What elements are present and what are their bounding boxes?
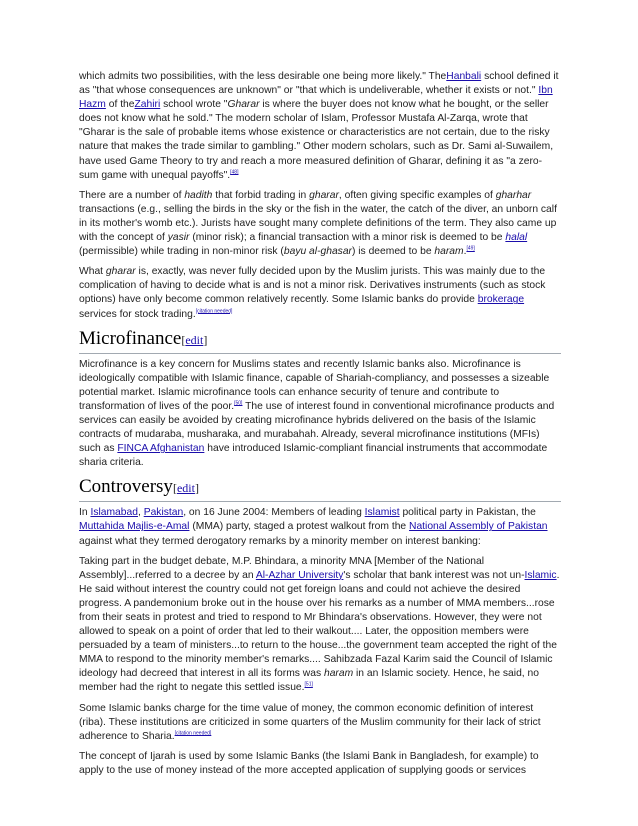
citation-48[interactable]: [48]	[230, 169, 239, 176]
edit-link-controversy[interactable]: edit	[176, 481, 195, 496]
link-ibn-hazm[interactable]: Ibn Hazm	[79, 85, 553, 111]
citation-51[interactable]: [51]	[304, 682, 313, 689]
edit-link-microfinance[interactable]: edit	[185, 332, 204, 347]
citation-needed-2[interactable]: [citation needed]	[174, 730, 212, 737]
paragraph-gharar-undecided: What gharar is, exactly, was never fully decided upon by the Muslim jurists. This was mainly due to the complication of having to decide what is and is not a minor risk. Derivatives instruments (such as stock options) have only become common relatively recently. Some Islamic banks do provide brokerage services for stock trading.[citation needed]	[79, 266, 546, 320]
heading-microfinance: Microfinance[edit]	[79, 328, 561, 354]
link-islamabad[interactable]: Islamabad	[90, 507, 138, 519]
link-hanbali[interactable]: Hanbali	[446, 71, 482, 82]
paragraph-islamabad: In Islamabad, Pakistan, on 16 June 2004: Members of leading Islamist political party in Pakistan, the Muttahida Majlis-e-Amal (MMA) party, staged a protest walkout from the National Assembly of Pakistan against what they termed derogatory remarks by a minority member on interest banking:	[79, 507, 548, 547]
heading-controversy: Controversy[edit]	[79, 476, 561, 502]
paragraph-time-value: Some Islamic banks charge for the time value of money, the common economic definition of interest (riba). These institutions are criticized in some quarters of the Muslim community for their lack of strict adherence to Sharia.[citation needed]	[79, 702, 541, 742]
citation-needed-1[interactable]: [citation needed]	[195, 308, 233, 315]
paragraph-gharar-definitions: which admits two possibilities, with the less desirable one being more likely." TheHanbali school defined it as "that whose consequences are unknown" or "that which is undeliverable, whether it exists or not." Ibn Hazm of theZahiri school wrote "Gharar is where the buyer does not know what he bought, or the seller does not know what he sold." The modern scholar of Islam, Professor Mustafa Al-Zarqa, wrote that "Gharar is the sale of probable items whose existence or characteristics are not certain, due to the risky nature that makes the trade similar to gambling." Other modern scholars, such as Dr. Sami al-Suwailem, have used Game Theory to try and reach a more measured definition of Gharar, defining it as "a zero-sum game with unequal payoffs".[48]	[79, 71, 559, 181]
link-brokerage[interactable]: brokerage	[477, 294, 525, 306]
paragraph-ijarah: The concept of Ijarah is used by some Islamic Banks (the Islami Bank in Bangladesh, for example) to apply to the use of money instead of the more accepted application of supplying goods or services	[79, 750, 539, 776]
paragraph-hadith: There are a number of hadith that forbid trading in gharar, often giving specific examples of gharhar transactions (e.g., selling the birds in the sky or the fish in the water, the catch of the diver, an unborn calf in its mother's womb etc.). Jurists have sought many complete definitions of the term. They also came up with the concept of yasir (minor risk); a financial transaction with a minor risk is deemed to be halal (permissible) while trading in non-minor risk (bayu al-ghasar) is deemed to be haram.[49]	[79, 189, 557, 258]
link-zahiri[interactable]: Zahiri	[134, 99, 161, 111]
link-national-assembly-of-pakistan[interactable]: National Assembly of Pakistan	[409, 521, 548, 533]
link-finca-afghanistan[interactable]: FINCA Afghanistan	[117, 443, 205, 455]
edit-section-controversy: [edit]	[172, 481, 199, 496]
link-al-azhar-university[interactable]: Al-Azhar University	[255, 569, 344, 581]
paragraph-budget-debate: Taking part in the budget debate, M.P. Bhindara, a minority MNA [Member of the National Assembly]...referred to a decree by an Al-Azhar University's scholar that bank interest was not un-Islamic. He said without interest the country could not get foreign loans and could not achieve the desired progress. A pandemonium broke out in the house over his remarks as a number of MMA members...rose from their seats in protest and tried to respond to Mr Bhindara's observations. However, they were not allowed to speak on a point of order that led to their walkout.... Later, the opposition members were persuaded by a team of ministers...to return to the house...the government team accepted the right of the MMA to respond to the minority member's remarks.... Sahibzada Fazal Karim said the Council of Islamic ideology had decreed that interest in all its forms was haram in an Islamic society. Hence, he said, no member had the right to negate this settled issue.[51]	[79, 555, 560, 694]
link-pakistan[interactable]: Pakistan	[143, 507, 184, 519]
link-halal[interactable]: halal	[505, 232, 528, 244]
edit-section-microfinance: [edit]	[181, 332, 208, 347]
paragraph-microfinance: Microfinance is a key concern for Muslims states and recently Islamic banks also. Microfinance is ideologically compatible with Islamic finance, capable of Shariah-compliancy, and possesses a sizeable potential market. Islamic microfinance tools can enhance security of tenure and contribute to transformation of lives of the poor.[50] The use of interest found in conventional microfinance products and services can easily be avoided by creating microfinance hybrids delivered on the basis of the Islamic contracts of mudaraba, musharaka, and murabahah. Already, several microfinance institutions (MFIs) such as FINCA Afghanistan have introduced Islamic-compliant financial instruments that accommodate sharia criteria.	[79, 358, 555, 469]
citation-50[interactable]: [50]	[234, 400, 243, 407]
link-muttahida-majlis-e-amal[interactable]: Muttahida Majlis-e-Amal	[79, 521, 190, 533]
link-islamist[interactable]: Islamist	[364, 507, 400, 519]
link-islamic[interactable]: Islamic	[524, 569, 557, 581]
article-body	[79, 70, 561, 784]
citation-49[interactable]: [49]	[466, 245, 475, 252]
